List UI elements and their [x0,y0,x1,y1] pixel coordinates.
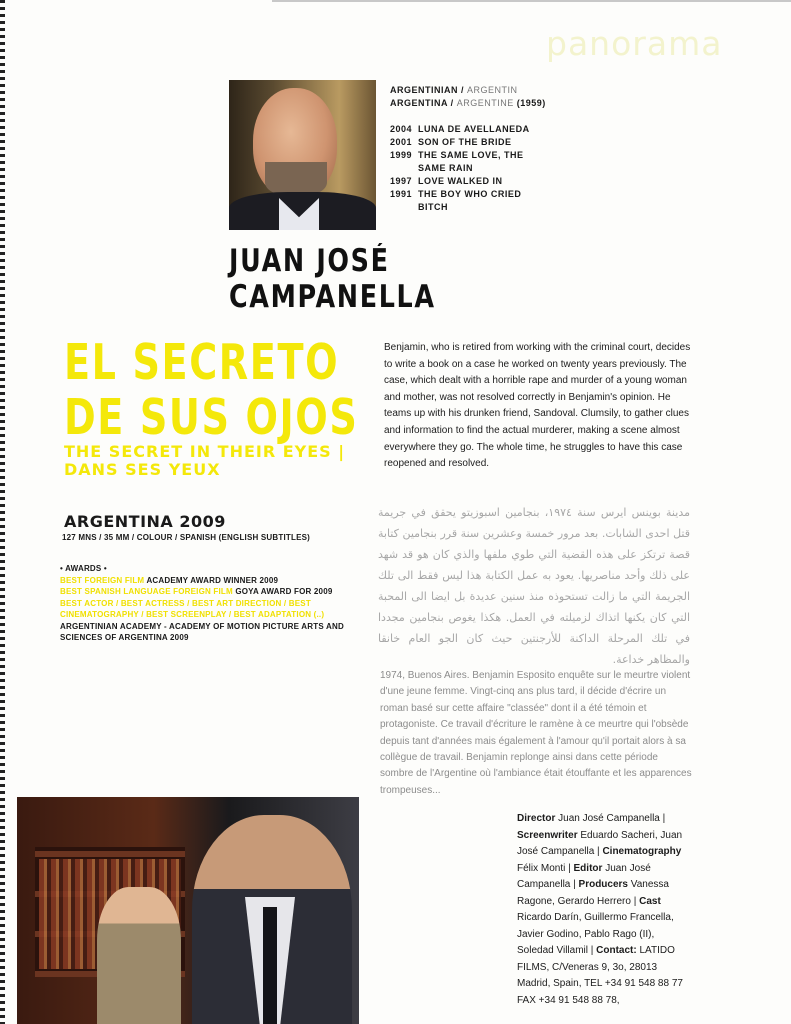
credit-label: Contact: [596,945,637,956]
awards-block [60,563,360,644]
award-category: BEST ACTOR / BEST ACTRESS / BEST ART DIRECTION / BEST CINEMATOGRAPHY / BEST SCREENPLAY / BEST ADAPTATION (..) [60,598,325,619]
director-name-line2: CAMPANELLA [229,279,436,315]
nationality-en-1: ARGENTINIAN [390,85,458,95]
award-body: GOYA AWARD FOR 2009 [235,587,333,596]
credit-label: Cast [639,895,661,907]
filmography-item [390,188,536,214]
nationality-fr-1: ARGENTIN [467,85,518,95]
film-title-entry: LOVE WALKED IN [418,176,503,186]
filmography-item [390,175,536,188]
film-title-entry: THE SAME LOVE, THE SAME RAIN [418,150,524,173]
credit-value: LATIDO FILMS, C/Veneras 9, 3o, 28013 Madrid, Spain, TEL +34 91 548 88 77 FAX +34 91 548 88 78, [517,945,683,1006]
nationality-fr-2: ARGENTINE [456,98,514,108]
credit-label: Producers [578,879,628,890]
credits-block [517,811,685,1009]
credit-label: Editor [573,862,603,874]
director-nationality: ARGENTINIAN / ARGENTIN ARGENTINA / ARGENTINE (1959) [390,85,546,108]
section-tag: panorama [546,24,723,63]
credit-value: Eduardo Sacheri, Juan José Campanella | [517,829,683,857]
awards-heading: • AWARDS • [60,564,107,573]
birth-year: (1959) [516,98,546,108]
country-year: ARGENTINA 2009 [64,512,226,531]
still-tie [263,907,277,1024]
film-year: 1991 [390,189,413,199]
award-line [60,586,360,598]
film-year: 2004 [390,124,413,134]
film-still-photo [17,797,359,1024]
filmography-item [390,123,536,136]
synopsis-french: 1974, Buenos Aires. Benjamin Esposito enquête sur le meurtre violent d'une jeune femme. Vingt-cinq ans plus tard, il décide d'écrire un roman basé sur cette affaire "classée" dont il a été témoin et protagoniste. Ce travail d'écriture le ramène à ce meurtre qui l'obsède depuis tant d'années mais également à l'amour qu'il portait alors à sa collègue de travail. Benjamin replonge ainsi dans cette période sombre de l'Argentine où l'ambiance était étouffante et les apparences trompeuses... [380,670,692,796]
award-line [60,621,360,644]
filmography-item [390,136,536,149]
film-title-line1: EL SECRETO [64,334,340,391]
scan-edge [0,0,5,1024]
credit-value: Vanessa Ragone, Gerardo Herrero | [517,879,669,907]
film-title [64,335,392,445]
filmography-item [390,149,536,175]
credit-value: Juan José Campanella | [558,813,666,824]
award-body: ACADEMY AWARD WINNER 2009 [146,575,279,585]
award-line [60,598,360,621]
still-figure-left [97,887,181,1024]
credit-label: Cinematography [602,846,682,857]
synopsis-english: Benjamin, who is retired from working with the criminal court, decides to write a book on a case he worked on twenty years previously. The case, which dealt with a horrible rape and murder of a young woman and mother, was not resolved correctly in Benjamin's opinion. He teams up with his drunken friend, Sandoval. Clumsily, to gather clues and information to find the actual murderer, making a scene almost everywhere they go. The whole time, he struggles to have this case reopened and resolved. [384,342,691,470]
film-title-entry: LUNA DE AVELLANEDA [418,124,530,134]
director-name-line1: JUAN JOSÉ [229,243,390,279]
nationality-en-2: ARGENTINA [390,98,448,108]
film-year: 2001 [390,137,413,147]
credit-value: Juan José Campanella | [517,862,651,890]
synopsis-arabic: مدينة بوينس ايرس سنة ١٩٧٤، بنجامين اسبوزيتو يحقق في جريمة قتل احدى الشابات. بعد مرور خمسة وعشرين سنة قرر بنجامين كتابة قصة ترتكز على هذه القضية التي طوي ملفها والذي كان هو قد شهد على ذلك وأحد مناصريها. يعود به عمل الكتابة هذا ليس فقط الى تلك الجريمة التي ما زالت تستحوذه منذ سنين عديدة بل ايضا الى المحبة التي كان يكنها اتذاك لزميلته في العمل. هكذا يغوص بنجامين مجددا في تلك المرحلة الداكنة للأرجنتين حيث كان الجو العام خانقا والمظاهر خداعة. [378,506,690,666]
film-specs: 127 MNS / 35 MM / COLOUR / SPANISH (ENGLISH SUBTITLES) [62,533,311,542]
filmography-list [390,123,536,214]
credit-value: Ricardo Darín, Guillermo Francella, Javier Godino, Pablo Rago (II), Soledad Villamil | [517,912,674,956]
film-alt-title: THE SECRET IN THEIR EYES | DANS SES YEUX [64,442,346,479]
top-rule [272,0,791,2]
award-category: BEST FOREIGN FILM [60,575,145,585]
director-portrait-photo [229,80,376,230]
credit-label: Director [517,813,556,824]
director-name [229,243,436,315]
film-title-entry: THE BOY WHO CRIED BITCH [418,189,522,212]
award-category: BEST SPANISH LANGUAGE FOREIGN FILM [60,587,233,596]
film-title-entry: SON OF THE BRIDE [418,137,512,147]
portrait-beard [265,162,327,196]
award-line [60,575,360,587]
credit-value: Félix Monti | [517,862,571,874]
award-body: ARGENTINIAN ACADEMY - ACADEMY OF MOTION PICTURE ARTS AND SCIENCES OF ARGENTINA 2009 [60,621,344,642]
film-year: 1999 [390,150,413,160]
film-year: 1997 [390,176,413,186]
credit-label: Screenwriter [517,829,578,841]
film-title-line2: DE SUS OJOS [64,389,359,446]
